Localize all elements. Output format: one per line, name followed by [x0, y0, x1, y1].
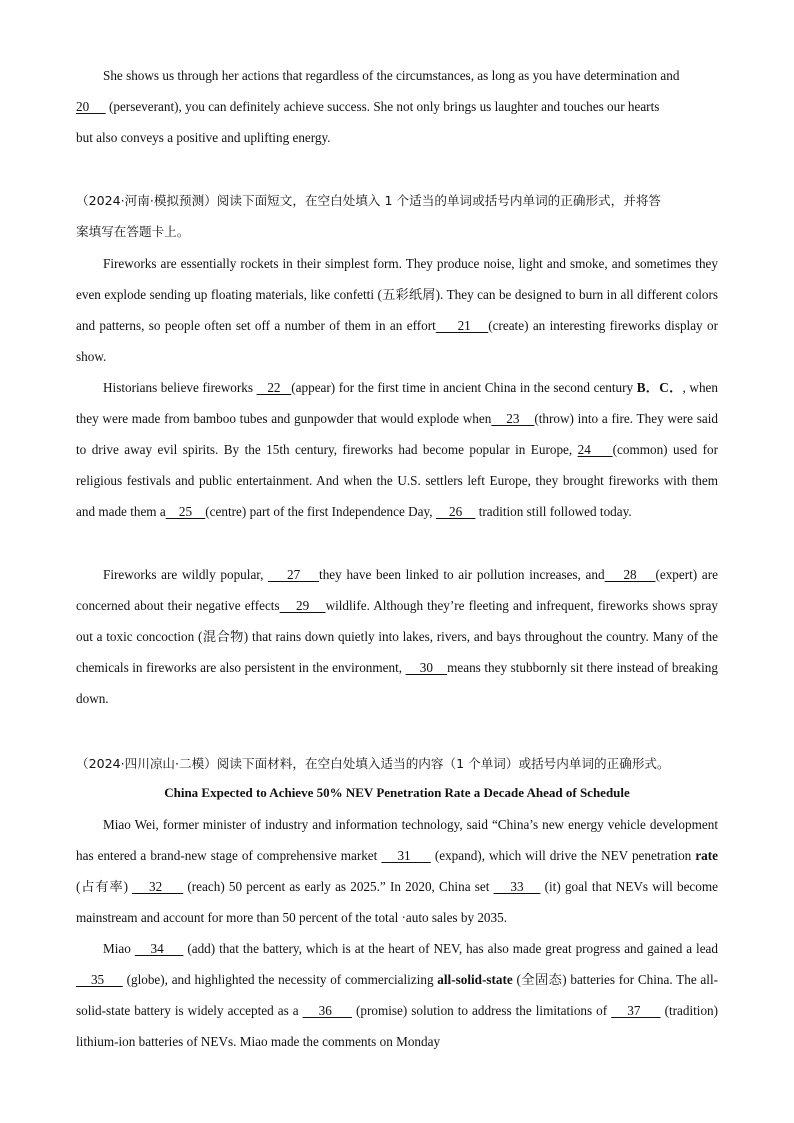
text-run: means they stubbornly sit there instead of breaking down.: [76, 660, 718, 706]
passage1-line3: but also conveys a positive and uplifting energy.: [76, 130, 331, 145]
text-run: (centre) part of the first Independence Day,: [205, 504, 436, 519]
article-title: China Expected to Achieve 50% NEV Penetration Rate a Decade Ahead of Schedule: [164, 785, 630, 800]
blank-20[interactable]: 20: [76, 99, 106, 114]
text-run: Fireworks are wildly popular,: [103, 567, 269, 582]
blank-37[interactable]: 37: [611, 1003, 661, 1018]
text-run: (appear) for the first time in ancient China in the second century: [291, 380, 637, 395]
text-run: (create) an interesting fireworks display or show.: [76, 318, 719, 364]
fireworks-paragraph-3: [76, 559, 718, 714]
blank-32[interactable]: 32: [132, 879, 184, 894]
text-run: (tradition) lithium-ion batteries of NEVs. Miao made the comments on Monday: [76, 1003, 719, 1049]
blank-21[interactable]: 21: [435, 318, 489, 333]
text-run: , when they were made from bamboo tubes and gunpowder that would explode when: [76, 380, 718, 426]
text-run: (throw) into a fire. They were said to drive away evil spirits. By the 15th century, fireworks had become popular in Europe,: [76, 411, 718, 457]
passage1-line1: She shows us through her actions that regardless of the circumstances, as long as you have determination and: [103, 68, 680, 83]
text-run: (it) goal that NEVs will become mainstream and account for more than 50 percent of the total ·auto sales by 2035.: [76, 879, 718, 925]
text-run: (common) used for religious festivals and public entertainment. And when the U.S. settlers left Europe, they brought fireworks with them and made them a: [76, 442, 719, 519]
blank-26[interactable]: 26: [435, 504, 476, 519]
fireworks-paragraph-2: [76, 372, 718, 527]
passage1-line2-row: [76, 91, 718, 122]
text-run: (全固态) batteries for China. The all-solid-state battery is widely accepted as a: [76, 972, 718, 1018]
text-run: they have been linked to air pollution increases, and: [319, 567, 605, 582]
blank-34[interactable]: 34: [134, 941, 184, 956]
text-run: (占有率): [76, 879, 133, 894]
text-run: (reach) 50 percent as early as 2025.” In 2020, China set: [183, 879, 494, 894]
blank-22[interactable]: 22: [256, 380, 292, 395]
nev-paragraph-1: [76, 809, 718, 933]
passage1-paragraph: [76, 60, 718, 91]
blank-23[interactable]: 23: [491, 411, 535, 426]
blank-25[interactable]: 25: [165, 504, 206, 519]
text-run: (expert) are concerned about their negative effects: [76, 567, 719, 613]
section3-header: [76, 748, 736, 779]
blank-35[interactable]: 35: [76, 972, 123, 987]
text-run: Fireworks are essentially rockets in their simplest form. They produce noise, light and smoke, and sometimes they even explode sending up floating materials, like confetti (五彩纸屑). They can be designed to burn in all different colors and patterns, so people often set off a number of them in an effort: [76, 256, 718, 333]
bc-label: B．C．: [636, 380, 683, 395]
text-run: (promise) solution to address the limitations of: [351, 1003, 612, 1018]
blank-30[interactable]: 30: [405, 660, 448, 675]
text-run: (add) that the battery, which is at the heart of NEV, has also made great progress and gained a lead: [183, 941, 719, 956]
blank-36[interactable]: 36: [302, 1003, 352, 1018]
section2-header: [76, 185, 718, 247]
text-run: (expand), which will drive the NEV penetration: [430, 848, 696, 863]
section2-header-line2: 案填写在答题卡上。: [76, 224, 190, 239]
blank-31[interactable]: 31: [381, 848, 431, 863]
passage1-line2: (perseverant), you can definitely achieve success. She not only brings us laughter and touches our hearts: [105, 99, 660, 114]
nev-paragraph-2: [76, 933, 718, 1057]
text-run: Historians believe fireworks: [103, 380, 257, 395]
rate-term: rate: [695, 848, 719, 863]
blank-28[interactable]: 28: [604, 567, 656, 582]
text-run: tradition still followed today.: [475, 504, 632, 519]
text-run: Miao Wei, former minister of industry and information technology, said “China’s new energy vehicle development has entered a brand-new stage of comprehensive market: [76, 817, 718, 863]
fireworks-paragraph-1: [76, 248, 718, 372]
section3-header-text: （2024·四川凉山·二模）阅读下面材料，在空白处填入适当的内容（1 个单词）或括号内单词的正确形式。: [76, 756, 670, 771]
blank-27[interactable]: 27: [268, 567, 320, 582]
all-solid-state-term: all-solid-state: [437, 972, 513, 987]
blank-33[interactable]: 33: [493, 879, 541, 894]
blank-29[interactable]: 29: [279, 598, 326, 613]
text-run: (globe), and highlighted the necessity of commercializing: [122, 972, 438, 987]
blank-24[interactable]: 24: [577, 442, 613, 457]
passage1-line3-row: [76, 122, 718, 153]
text-run: Miao: [103, 941, 135, 956]
section2-header-line1: （2024·河南·模拟预测）阅读下面短文，在空白处填入 1 个适当的单词或括号内单词的正确形式，并将答: [76, 193, 662, 208]
text-run: wildlife. Although they’re fleeting and infrequent, fireworks shows spray out a toxic concoction (混合物) that rains down quietly into lakes, rivers, and bays throughout the country. Many of the chemicals in fireworks are also persistent in the environment,: [76, 598, 718, 675]
